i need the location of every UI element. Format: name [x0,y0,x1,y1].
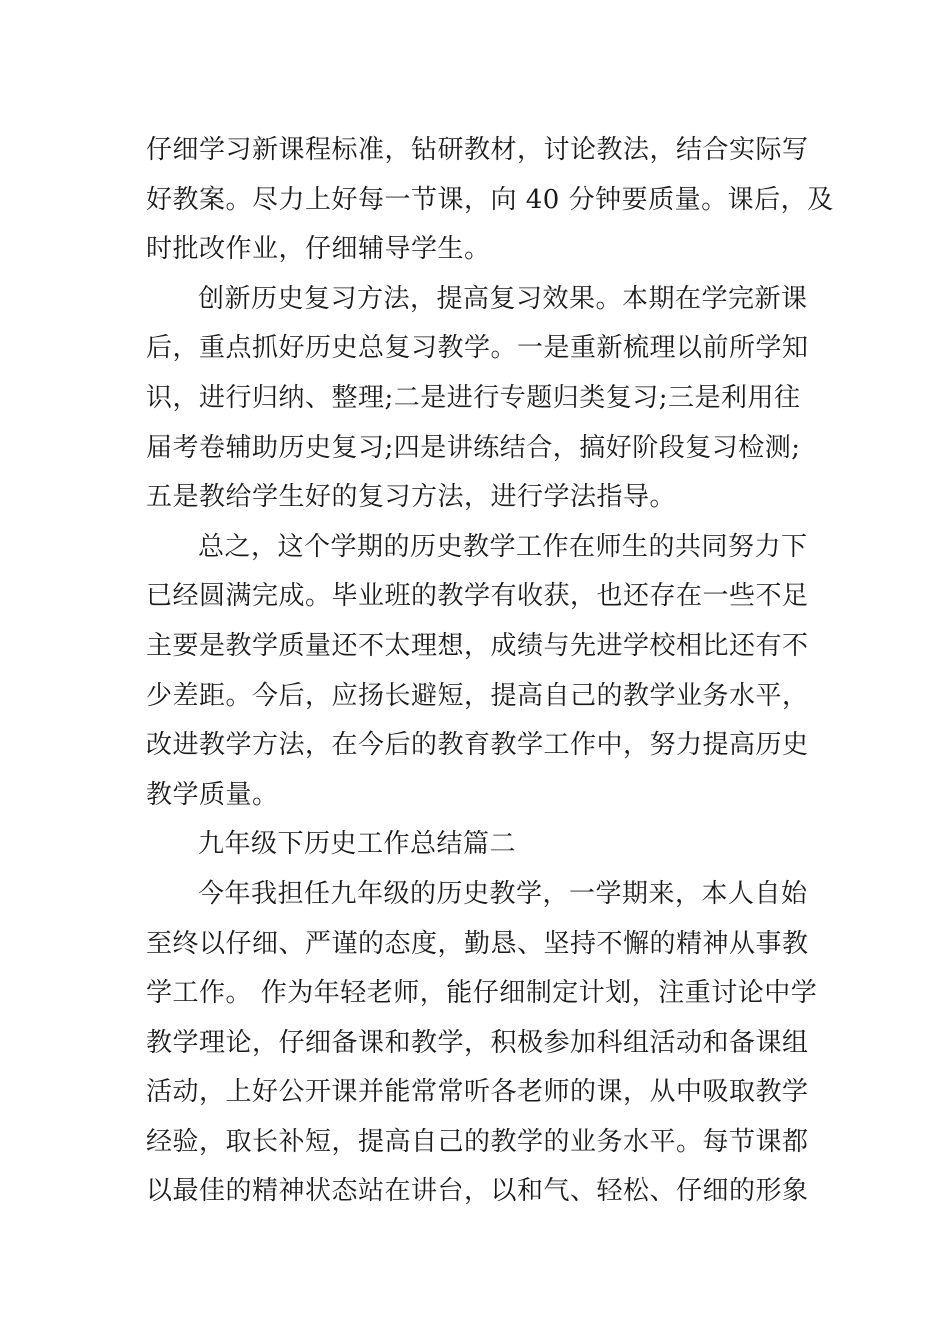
paragraph-line: 少差距。今后，应扬长避短，提高自己的教学业务水平， [146,680,809,711]
paragraph-line: 总之，这个学期的历史教学工作在师生的共同努力下 [198,531,808,562]
paragraph-line: 教学理论，仔细备课和教学，积极参加科组活动和备课组 [146,1027,809,1058]
paragraph-line: 时批改作业，仔细辅导学生。 [146,234,491,265]
paragraph-line: 五是教给学生好的复习方法，进行学法指导。 [146,482,677,513]
paragraph-line: 好教案。尽力上好每一节课，向 40 分钟要质量。课后，及 [146,184,834,215]
section-heading: 九年级下历史工作总结篇二 [198,829,517,860]
paragraph-line: 教学质量。 [146,779,279,810]
paragraph-line: 改进教学方法，在今后的教育教学工作中，努力提高历史 [146,730,809,761]
paragraph-line: 今年我担任九年级的历史教学，一学期来，本人自始 [198,878,808,909]
paragraph-line: 学工作。 作为年轻老师，能仔细制定计划，注重讨论中学 [146,978,818,1009]
document-body [146,126,834,1217]
paragraph-line: 活动，上好公开课并能常常听各老师的课，从中吸取教学 [146,1077,809,1108]
paragraph-line: 识，进行归纳、整理;二是进行专题归类复习;三是利用往 [146,382,801,413]
paragraph-line: 经验，取长补短，提高自己的教学的业务水平。每节课都 [146,1126,809,1157]
paragraph-line: 创新历史复习方法，提高复习效果。本期在学完新课 [198,283,808,314]
paragraph-line: 至终以仔细、严谨的态度，勤恳、坚持不懈的精神从事教 [146,928,809,959]
paragraph-line: 以最佳的精神状态站在讲台，以和气、轻松、仔细的形象 [146,1176,809,1207]
paragraph-line: 主要是教学质量还不太理想，成绩与先进学校相比还有不 [146,630,809,661]
paragraph-line: 仔细学习新课程标准，钻研教材，讨论教法，结合实际写 [146,135,809,165]
paragraph-line: 届考卷辅助历史复习;四是讲练结合，搞好阶段复习检测; [146,432,801,463]
paragraph-line: 后，重点抓好历史总复习教学。一是重新梳理以前所学知 [146,333,809,364]
paragraph-line: 已经圆满完成。毕业班的教学有收获，也还存在一些不足 [146,581,809,612]
